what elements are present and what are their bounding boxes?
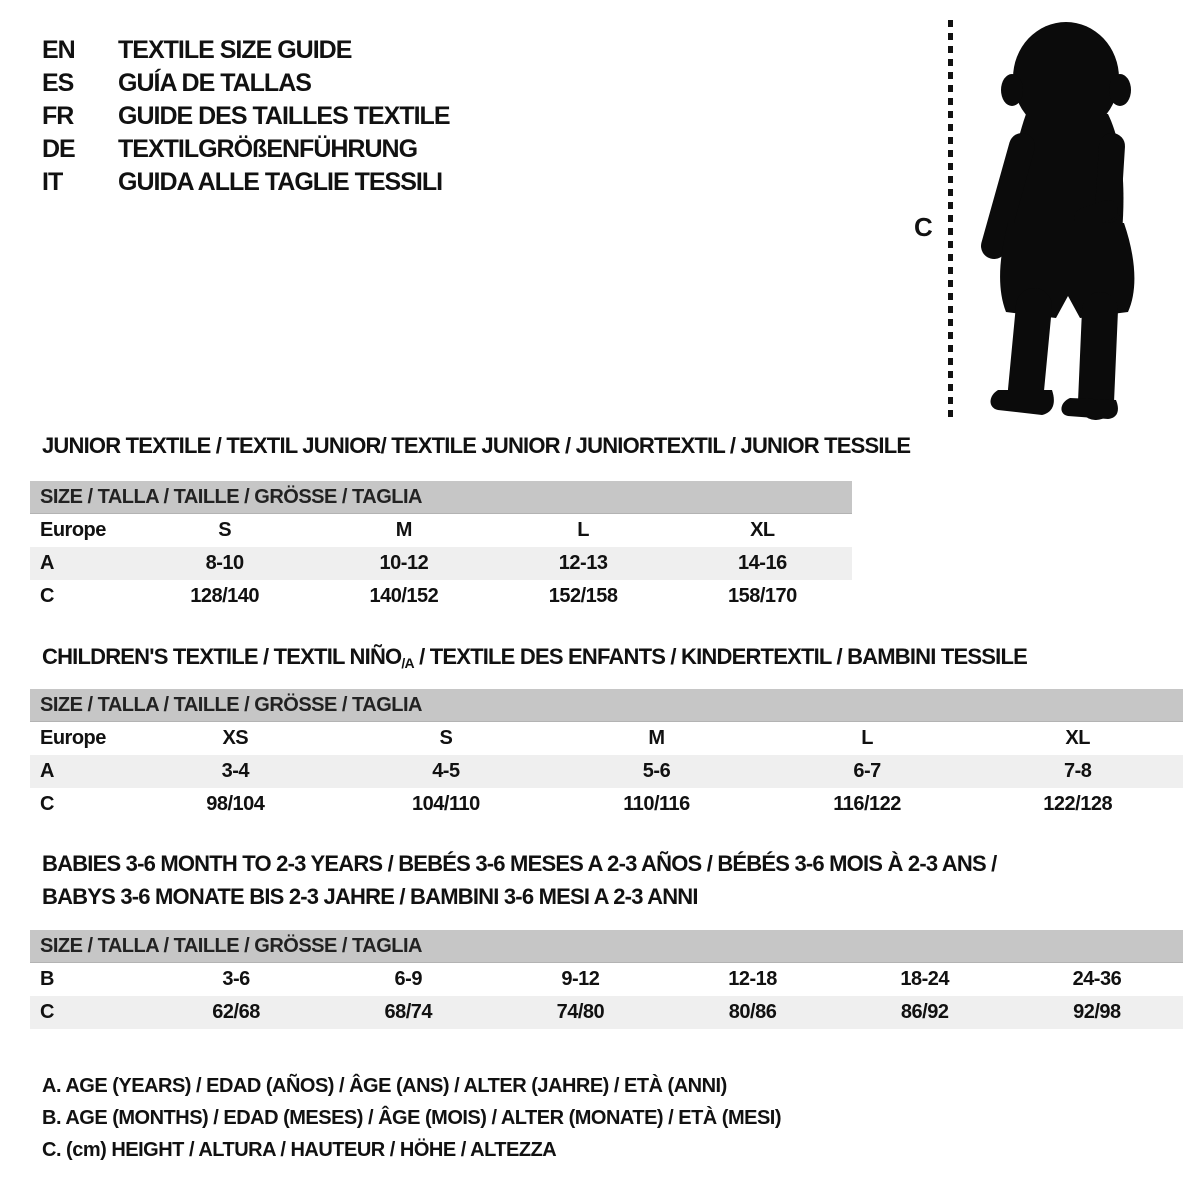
size-cell: 116/122 <box>833 793 901 815</box>
table-row <box>30 580 852 613</box>
junior-size-table <box>30 514 852 613</box>
children-title-text-2: / TEXTILE DES ENFANTS / KINDERTEXTIL / BAMBINI TESSILE <box>413 644 1027 669</box>
size-cell: 8-10 <box>135 547 314 580</box>
table-row <box>30 755 1183 788</box>
size-cell: 12-13 <box>494 547 673 580</box>
language-label: GUÍA DE TALLAS <box>118 69 311 97</box>
language-row-es <box>42 67 450 100</box>
size-cell: 122/128 <box>1043 793 1113 815</box>
language-row-it <box>42 166 450 199</box>
children-section-title <box>42 644 1027 671</box>
junior-title-text: JUNIOR TEXTILE / TEXTIL JUNIOR/ TEXTILE JUNIOR / JUNIORTEXTIL / JUNIOR TESSILE <box>42 433 911 458</box>
size-cell: 6-7 <box>762 755 973 788</box>
size-cell: 3-6 <box>222 968 250 990</box>
size-cell: 140/152 <box>369 585 439 607</box>
size-header-bar: SIZE / TALLA / TAILLE / GRÖSSE / TAGLIA <box>30 689 1183 722</box>
legend-line-c: C. (cm) HEIGHT / ALTURA / HAUTEUR / HÖHE / ALTEZZA <box>42 1138 557 1161</box>
row-label: Europe <box>40 727 106 749</box>
size-cell: S <box>439 727 453 749</box>
size-cell: 92/98 <box>1011 996 1183 1029</box>
size-cell: 3-4 <box>130 755 341 788</box>
children-table <box>30 689 1183 821</box>
language-label: GUIDA ALLE TAGLIE TESSILI <box>118 168 443 196</box>
row-label: C <box>30 996 150 1029</box>
size-cell: L <box>861 727 873 749</box>
table-row <box>30 514 852 547</box>
row-label: A <box>30 755 130 788</box>
dashed-measure-line <box>948 20 953 418</box>
children-size-table <box>30 722 1183 821</box>
size-cell: 18-24 <box>900 968 950 990</box>
size-cell: 128/140 <box>190 585 260 607</box>
size-cell: 5-6 <box>551 755 762 788</box>
babies-table <box>30 930 1183 1029</box>
size-cell: 62/68 <box>150 996 322 1029</box>
size-cell: 6-9 <box>394 968 422 990</box>
toddler-silhouette-icon <box>964 18 1174 420</box>
size-cell: S <box>218 519 232 541</box>
size-cell: 10-12 <box>314 547 493 580</box>
size-cell: 110/116 <box>623 793 690 815</box>
language-row-de <box>42 133 450 166</box>
size-cell: 68/74 <box>322 996 494 1029</box>
language-row-en <box>42 34 450 67</box>
table-row <box>30 547 852 580</box>
size-cell: 152/158 <box>548 585 618 607</box>
size-header-bar: SIZE / TALLA / TAILLE / GRÖSSE / TAGLIA <box>30 481 852 514</box>
language-code: EN <box>42 36 75 64</box>
language-code: ES <box>42 69 74 97</box>
size-cell: XL <box>1065 727 1090 749</box>
language-code: DE <box>42 135 75 163</box>
babies-size-table <box>30 963 1183 1029</box>
language-row-fr <box>42 100 450 133</box>
size-cell: 104/110 <box>412 793 480 815</box>
size-cell: M <box>395 519 412 541</box>
size-cell: XL <box>750 519 775 541</box>
row-label: C <box>40 793 54 815</box>
size-cell: M <box>648 727 665 749</box>
size-cell: 98/104 <box>206 793 265 815</box>
row-label: A <box>30 547 135 580</box>
language-code: FR <box>42 102 74 130</box>
height-measure-label: C <box>914 212 933 242</box>
size-cell: 80/86 <box>666 996 838 1029</box>
row-label: B <box>40 968 54 990</box>
babies-section-title-line2 <box>42 884 698 910</box>
size-header-bar: SIZE / TALLA / TAILLE / GRÖSSE / TAGLIA <box>30 930 1183 963</box>
size-cell: XS <box>222 727 249 749</box>
children-title-subscript: /A <box>401 655 414 671</box>
size-cell: 86/92 <box>839 996 1011 1029</box>
table-row <box>30 722 1183 755</box>
size-cell: 4-5 <box>341 755 552 788</box>
legend-line-b: B. AGE (MONTHS) / EDAD (MESES) / ÂGE (MOIS) / ALTER (MONATE) / ETÀ (MESI) <box>42 1106 782 1129</box>
table-row <box>30 788 1183 821</box>
size-cell: 12-18 <box>728 968 777 990</box>
babies-title-text-2: BABYS 3-6 MONATE BIS 2-3 JAHRE / BAMBINI 3-6 MESI A 2-3 ANNI <box>42 884 698 909</box>
size-cell: 7-8 <box>972 755 1183 788</box>
junior-table <box>30 481 852 613</box>
size-cell: L <box>577 519 589 541</box>
row-label: Europe <box>40 519 106 541</box>
row-label: C <box>40 585 54 607</box>
size-cell: 158/170 <box>727 585 797 607</box>
junior-section-title <box>42 433 910 459</box>
legend-line-a: A. AGE (YEARS) / EDAD (AÑOS) / ÂGE (ANS) / ALTER (JAHRE) / ETÀ (ANNI) <box>42 1074 727 1097</box>
language-label: TEXTILE SIZE GUIDE <box>118 36 352 64</box>
legend <box>42 1070 781 1166</box>
language-label: TEXTILGRÖßENFÜHRUNG <box>118 135 418 163</box>
size-cell: 9-12 <box>561 968 600 990</box>
babies-title-text-1: BABIES 3-6 MONTH TO 2-3 YEARS / BEBÉS 3-6 MESES A 2-3 AÑOS / BÉBÉS 3-6 MOIS À 2-3 ANS / <box>42 851 997 876</box>
language-label: GUIDE DES TAILLES TEXTILE <box>118 102 450 130</box>
table-row <box>30 996 1183 1029</box>
language-code: IT <box>42 168 63 196</box>
size-cell: 24-36 <box>1072 968 1122 990</box>
language-list <box>42 34 450 199</box>
babies-section-title-line1 <box>42 851 996 877</box>
size-cell: 14-16 <box>673 547 852 580</box>
children-title-text: CHILDREN'S TEXTILE / TEXTIL NIÑO <box>42 644 402 669</box>
table-row <box>30 963 1183 996</box>
height-figure <box>900 0 1200 440</box>
size-cell: 74/80 <box>494 996 666 1029</box>
